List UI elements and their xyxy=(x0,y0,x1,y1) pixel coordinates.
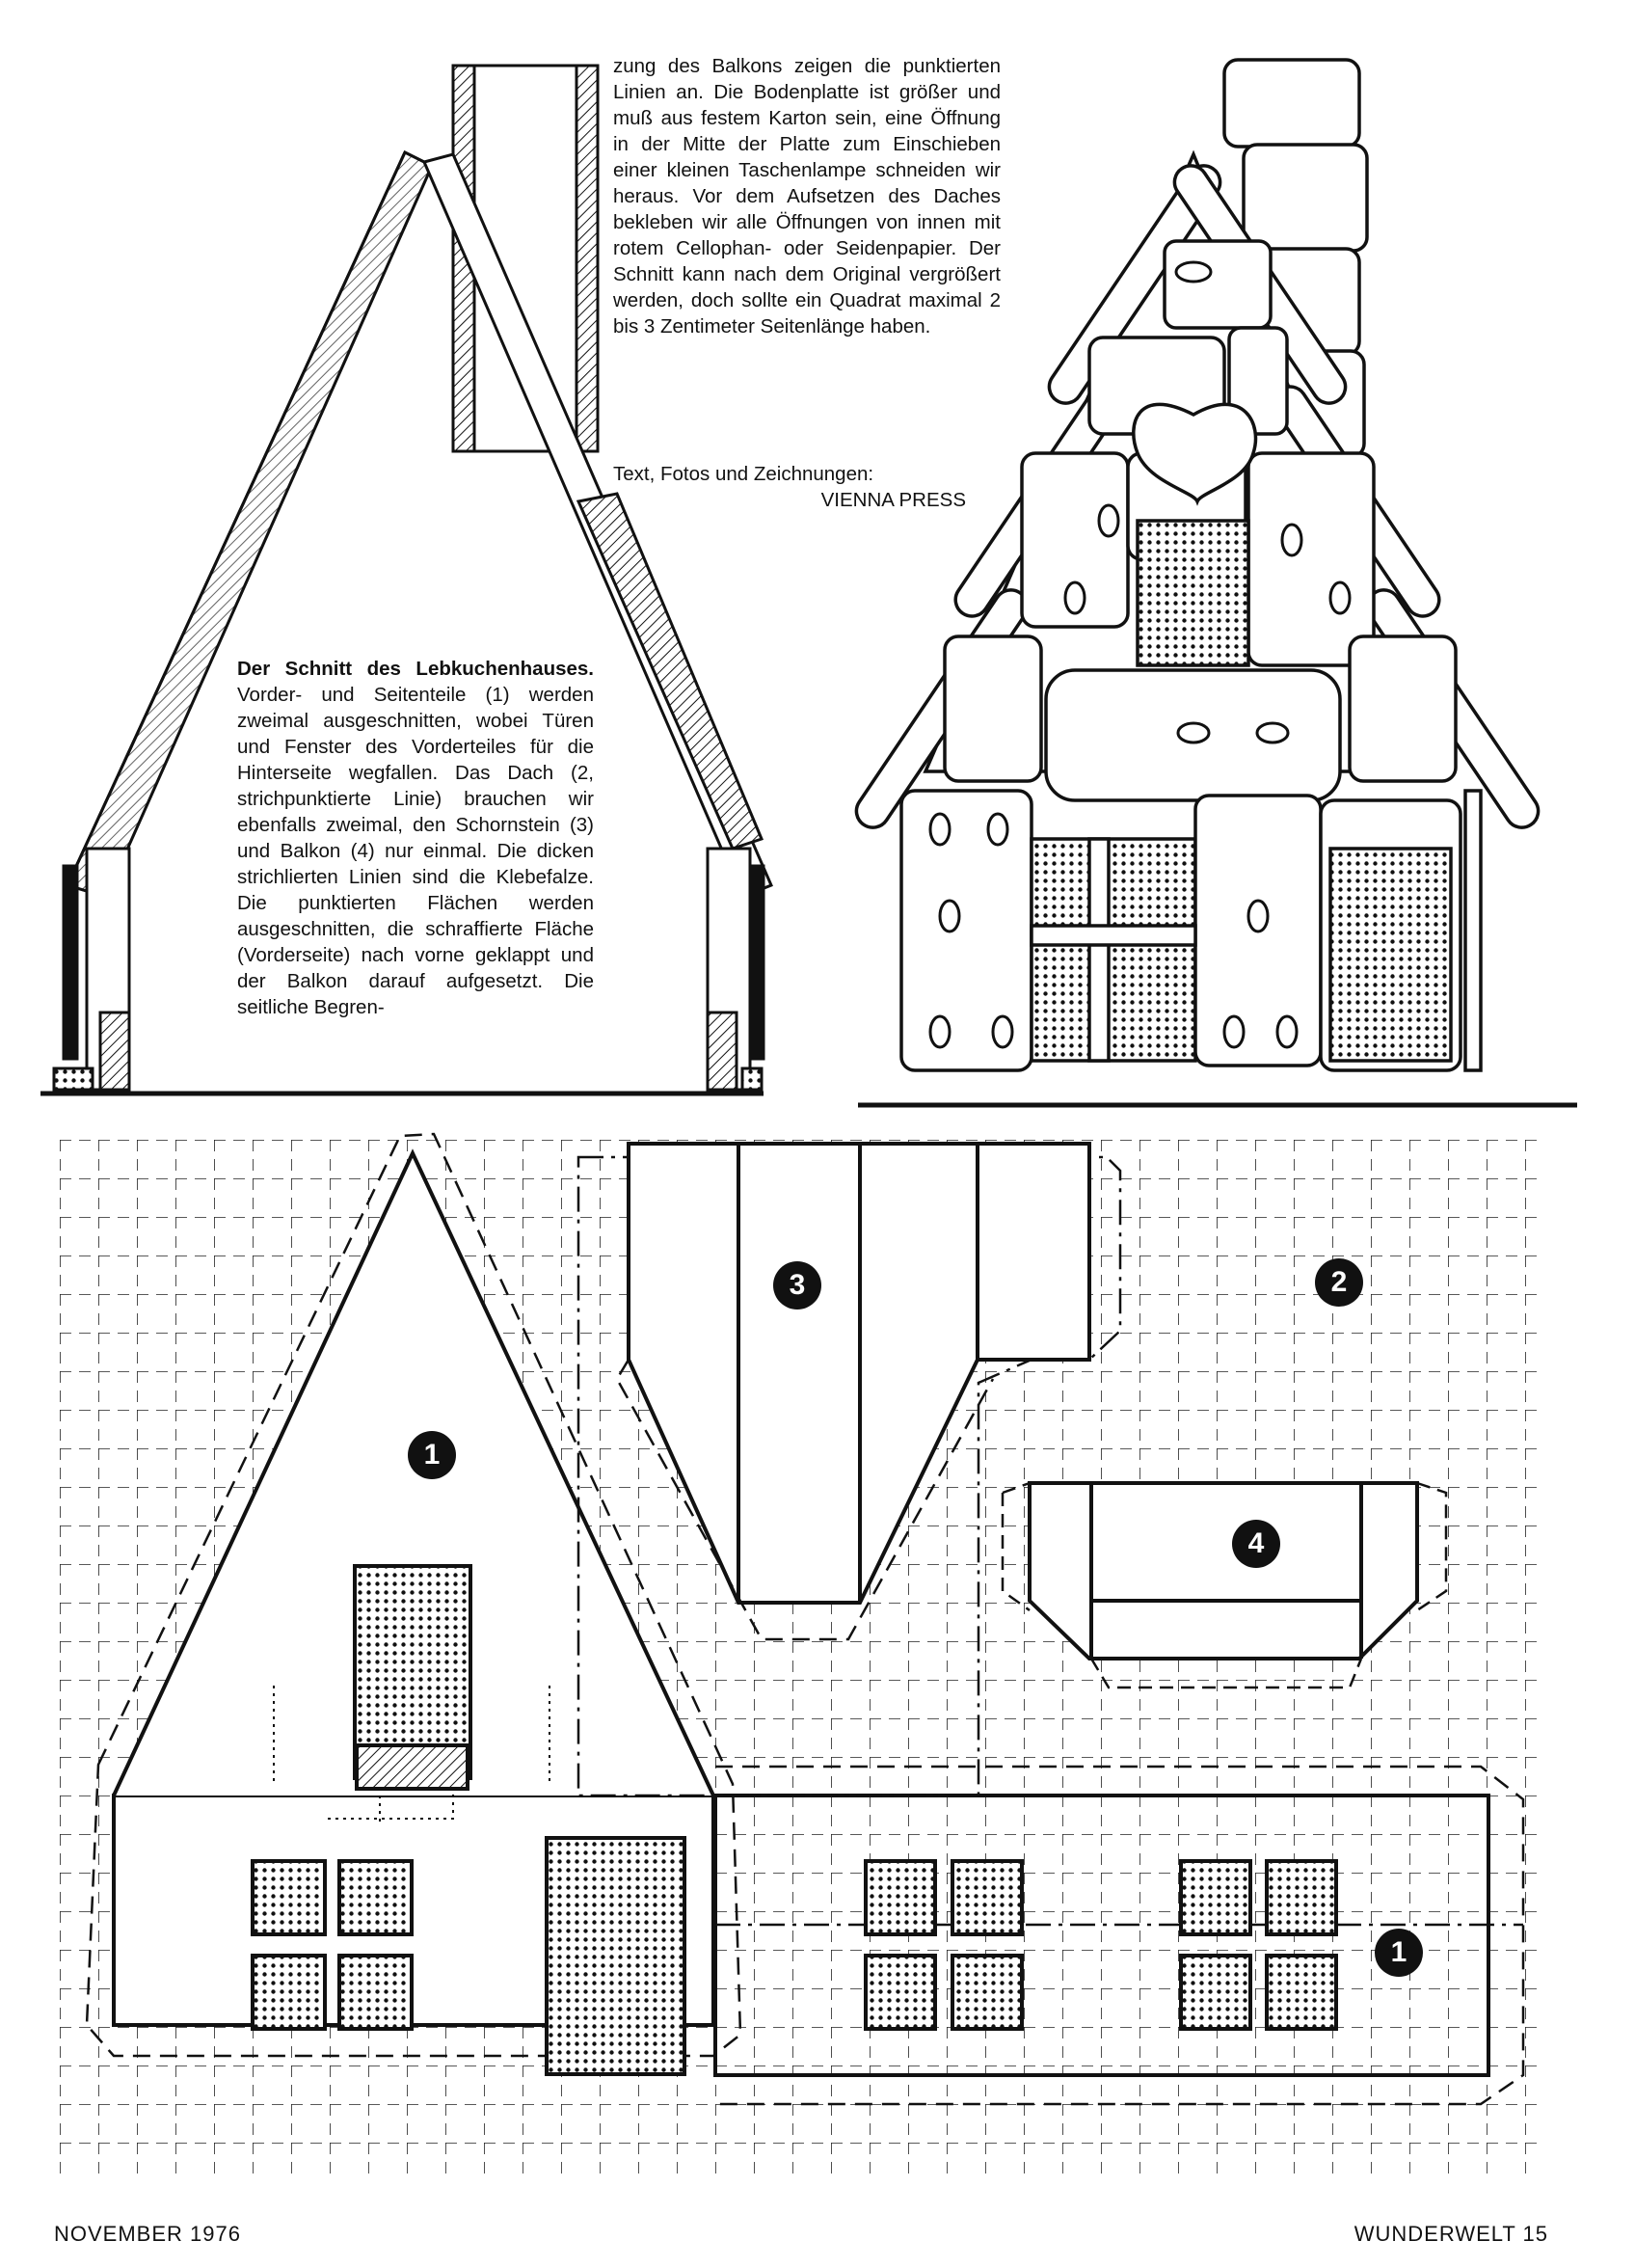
label-piece-1-side: 1 xyxy=(1375,1929,1423,1977)
intro-paragraph xyxy=(613,53,1001,339)
credits-label: Text, Fotos und Zeichnungen: xyxy=(613,463,874,485)
label-piece-4-balcony: 4 xyxy=(1232,1520,1280,1568)
label-piece-2-roof: 2 xyxy=(1315,1258,1363,1307)
label-piece-1-front: 1 xyxy=(408,1431,456,1479)
credits-block xyxy=(613,461,1001,513)
intro-body: zung des Balkons zeigen die punktierten Linien an. Die Bodenplatte ist größer und muß aus festem Karton sein, eine Öffnung in der Mitte der Platte zum Einschieben einer kleinen Taschenlampe schneiden wir heraus. Vor dem Aufsetzen des Daches bekleben wir alle Öffnungen von innen mit rotem Cellophan- oder Seidenpapier. Der Schnitt kann nach dem Original vergrößert werden, doch sollte ein Quadrat maximal 2 bis 3 Zentimeter Seitenlänge haben. xyxy=(613,55,1001,338)
front-door-cutout xyxy=(547,1838,684,2074)
footer-page-number: WUNDERWELT 15 xyxy=(1354,2222,1548,2246)
credits-agency: VIENNA PRESS xyxy=(820,489,966,511)
caption-body: Vorder- und Seitenteile (1) werden zweimal ausgeschnitten, wobei Türen und Fenster des Vorderteiles für die Hinterseite wegfallen. Das Dach (2, strichpunktierte Linie) brauchen wir ebenfalls zweimal, den Schornstein (3) und Balkon (4) nur einmal. Die dicken strichlierten Linien sind die Klebefalze. Die punktierten Flächen werden ausgeschnitten, die schraffierte Fläche (Vorderseite) nach vorne geklappt und der Balkon darauf aufgesetzt. Die seitliche Begren- xyxy=(237,684,594,1018)
footer-date: NOVEMBER 1976 xyxy=(54,2222,241,2246)
label-piece-3-chimney: 3 xyxy=(773,1261,821,1310)
caption-title: Der Schnitt des Lebkuchenhauses. xyxy=(237,658,594,680)
caption-block xyxy=(237,656,594,1020)
